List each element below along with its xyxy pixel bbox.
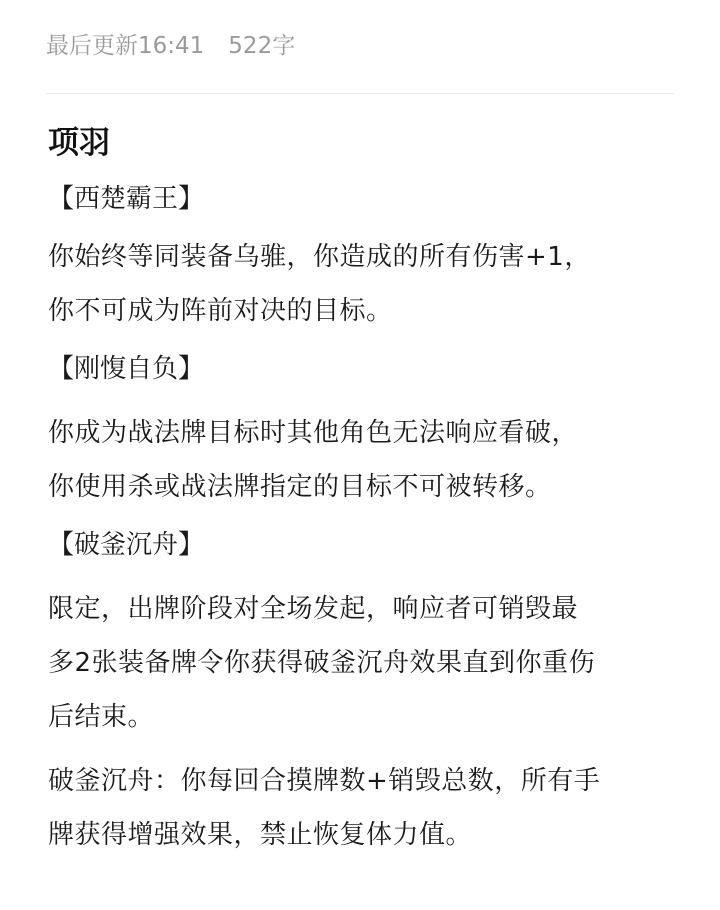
article-title: 项羽	[48, 125, 110, 161]
last-updated: 最后更新16:41	[46, 33, 205, 59]
skill-description-line: 你始终等同装备乌骓，你造成的所有伤害+1，	[48, 242, 591, 272]
skill-name: 【破釜沉舟】	[48, 530, 205, 560]
skill-description-line: 多2张装备牌令你获得破釜沉舟效果直到你重伤	[48, 648, 596, 678]
skill-description-line: 你不可成为阵前对决的目标。	[48, 296, 393, 326]
article-content	[48, 118, 678, 862]
skill-name: 【刚愎自负】	[48, 354, 205, 384]
divider	[46, 93, 674, 94]
skill-description-line: 你成为战法牌目标时其他角色无法响应看破，	[48, 418, 579, 448]
skill-description-line: 你使用杀或战法牌指定的目标不可被转移。	[48, 472, 552, 502]
skill-name: 【西楚霸王】	[48, 184, 205, 214]
effect-note-line: 牌获得增强效果，禁止恢复体力值。	[48, 820, 473, 850]
article-meta	[46, 30, 295, 62]
effect-note-line: 破釜沉舟：你每回合摸牌数+销毁总数，所有手	[48, 766, 601, 796]
skill-description-line: 限定，出牌阶段对全场发起，响应者可销毁最	[48, 594, 579, 624]
skill-description-line: 后结束。	[48, 702, 155, 732]
word-count: 522字	[228, 33, 296, 59]
